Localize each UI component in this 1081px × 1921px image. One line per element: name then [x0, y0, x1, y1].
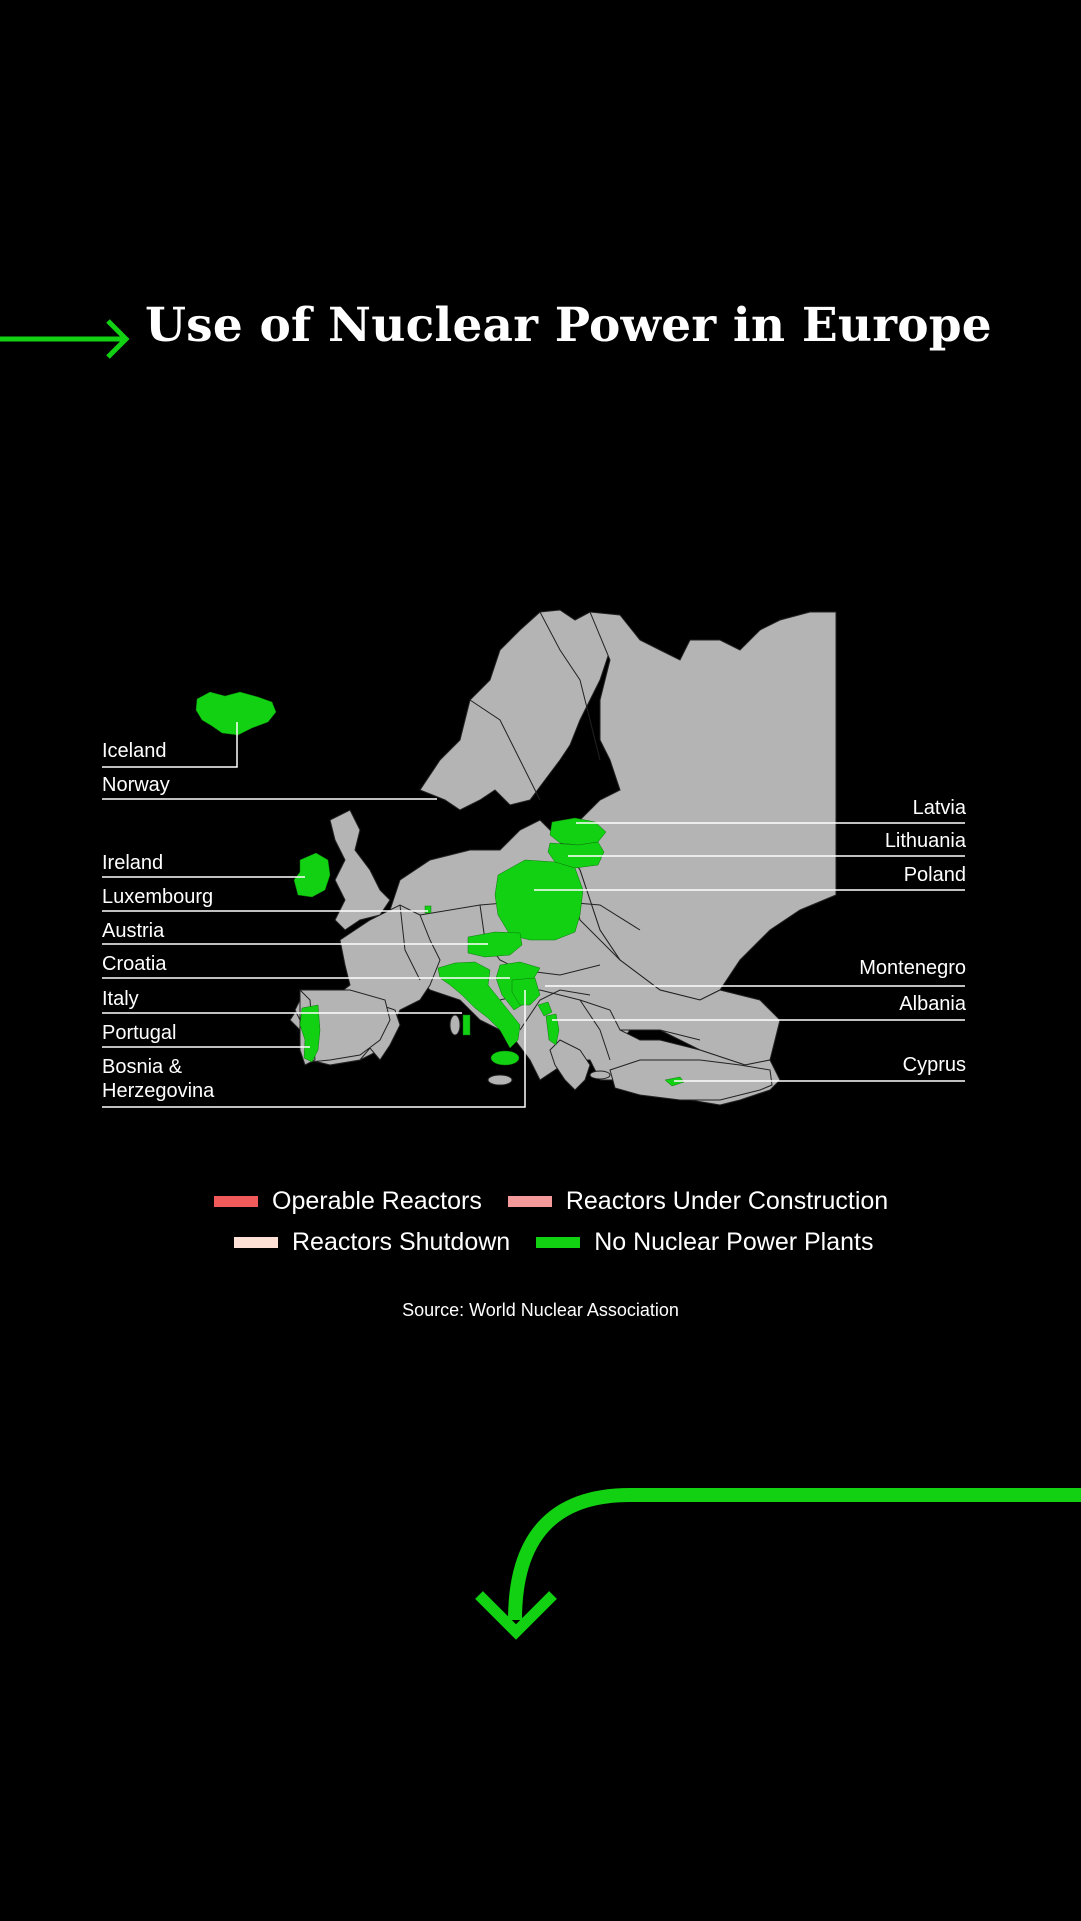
legend-label-operable: Operable Reactors: [272, 1187, 482, 1215]
label-bosnia-line2: Herzegovina: [102, 1080, 215, 1102]
label-albania: Albania: [899, 993, 966, 1015]
label-croatia: Croatia: [102, 953, 167, 975]
legend-item-no-nuclear: [536, 1228, 873, 1257]
label-lithuania: Lithuania: [884, 830, 966, 852]
label-cyprus: Cyprus: [902, 1054, 966, 1076]
label-italy: Italy: [102, 988, 139, 1010]
label-montenegro: Montenegro: [859, 957, 966, 979]
legend-swatch-shutdown: [234, 1237, 278, 1248]
label-iceland: Iceland: [102, 740, 167, 762]
legend-row-2: [234, 1228, 873, 1257]
curved-down-arrow-icon: [470, 1480, 1081, 1650]
country-ireland: [294, 853, 330, 897]
legend-item-operable: [214, 1187, 482, 1216]
legend-label-no-nuclear: No Nuclear Power Plants: [594, 1228, 874, 1256]
label-norway: Norway: [102, 774, 170, 796]
country-luxembourg: [425, 906, 431, 913]
legend-item-under-construction: [508, 1187, 888, 1216]
label-portugal: Portugal: [102, 1022, 177, 1044]
country-italy-sardinia: [463, 1015, 470, 1035]
legend-label-shutdown: Reactors Shutdown: [292, 1228, 511, 1256]
label-luxembourg: Luxembourg: [102, 886, 214, 908]
legend-item-shutdown: [234, 1228, 510, 1257]
legend-label-under-construction: Reactors Under Construction: [565, 1187, 889, 1215]
label-poland: Poland: [903, 864, 966, 886]
legend-swatch-operable: [214, 1196, 258, 1207]
source-note: Source: World Nuclear Association: [402, 1300, 679, 1320]
label-latvia: Latvia: [912, 797, 966, 819]
label-austria: Austria: [102, 920, 165, 942]
label-bosnia-line1: Bosnia &: [102, 1056, 183, 1078]
country-iceland: [196, 692, 276, 735]
page-title: Use of Nuclear Power in Europe: [145, 298, 992, 353]
country-italy-sicily: [491, 1051, 519, 1065]
country-poland: [495, 860, 583, 940]
legend-row-1: [214, 1187, 888, 1216]
legend-swatch-under-construction: [508, 1196, 552, 1207]
legend-swatch-no-nuclear: [536, 1237, 580, 1248]
label-ireland: Ireland: [102, 852, 164, 874]
